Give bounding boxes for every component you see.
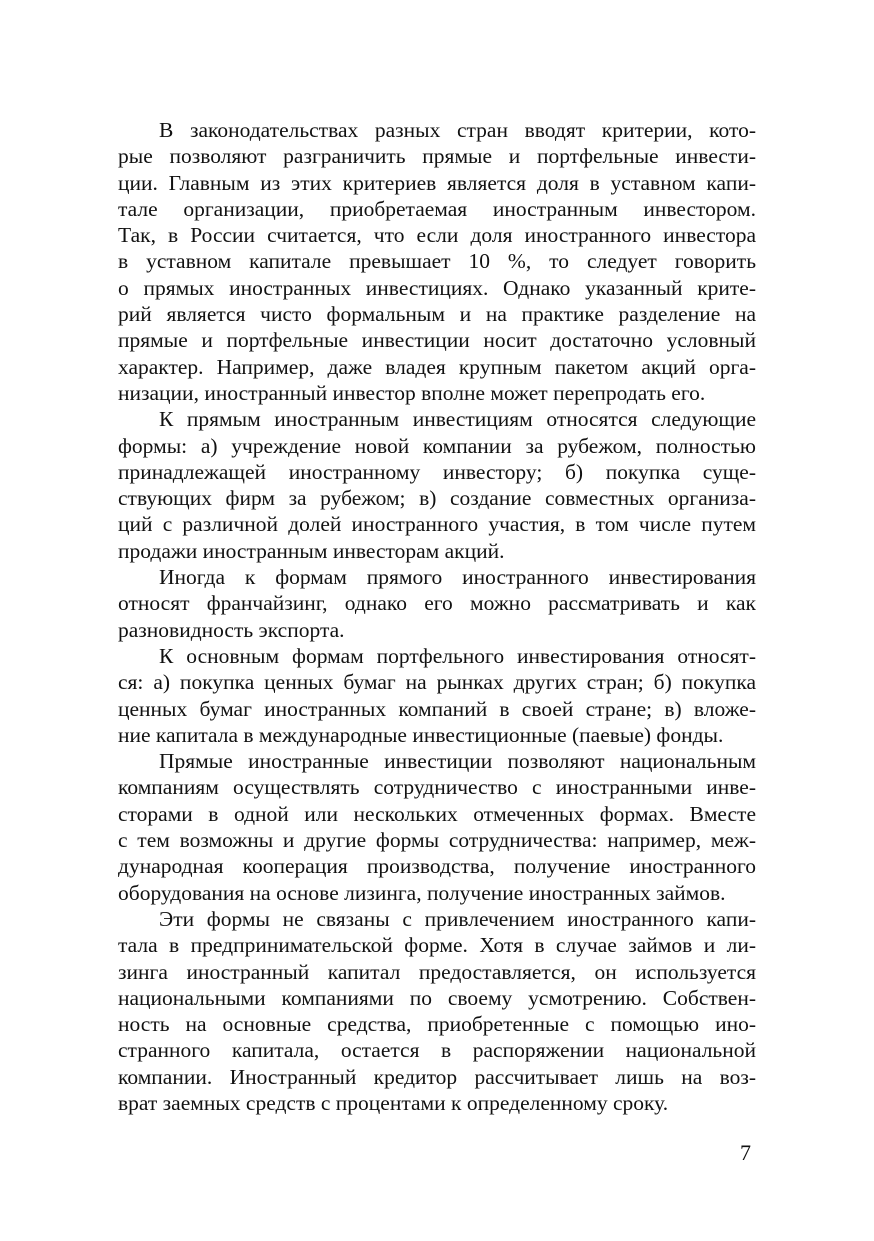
text-line: рий является чисто формальным и на практике разделение на: [118, 302, 756, 327]
text-line: ся: а) покупка ценных бумаг на рынках других стран; б) покупка: [118, 670, 756, 695]
text-line: ции. Главным из этих критериев является доля в уставном капи-: [118, 170, 756, 195]
text-line: К прямым иностранным инвестициям относятся следующие: [159, 407, 756, 432]
page-body: [118, 117, 756, 1116]
text-line: К основным формам портфельного инвестирования относят-: [159, 643, 756, 668]
text-line: зинга иностранный капитал предоставляется, он используется: [118, 959, 756, 984]
text-line: В законодательствах разных стран вводят критерии, кото-: [159, 118, 756, 142]
paragraph-franchising: [118, 564, 756, 643]
text-line: ценных бумаг иностранных компаний в своей стране; в) вложе-: [118, 696, 756, 721]
text-line: ность на основные средства, приобретенные с помощью ино-: [118, 1012, 756, 1037]
paragraph-loans-and-leasing: [118, 906, 756, 1116]
text-line: сторами в одной или нескольких отмеченных формах. Вместе: [118, 801, 756, 826]
text-line: продажи иностранным инвесторам акций.: [118, 538, 505, 563]
text-line: ций с различной долей иностранного участия, в том числе путем: [118, 512, 756, 537]
paragraph-direct-investment-forms: [118, 406, 756, 564]
text-line: с тем возможны и другие формы сотрудничества: например, меж-: [118, 828, 756, 853]
paragraph-cooperation-forms: [118, 748, 756, 906]
text-line: ствующих фирм за рубежом; в) создание совместных организа-: [118, 486, 756, 511]
text-line: дународная кооперация производства, получение иностранного: [118, 854, 756, 879]
text-line: низации, иностранный инвестор вполне может перепродать его.: [118, 380, 706, 405]
text-line: Прямые иностранные инвестиции позволяют национальным: [159, 749, 756, 774]
text-line: прямые и портфельные инвестиции носит достаточно условный: [118, 328, 756, 353]
page-number: 7: [740, 1140, 751, 1165]
text-line: принадлежащей иностранному инвестору; б) покупка суще-: [118, 459, 756, 484]
text-line: рые позволяют разграничить прямые и портфельные инвести-: [118, 144, 756, 169]
text-line: относят франчайзинг, однако его можно рассматривать и как: [118, 591, 756, 616]
text-line: компании. Иностранный кредитор рассчитывает лишь на воз-: [118, 1064, 756, 1089]
text-line: ние капитала в международные инвестиционные (паевые) фонды.: [118, 722, 724, 747]
text-line: Так, в России считается, что если доля иностранного инвестора: [118, 223, 756, 248]
paragraph-portfolio-investment-forms: [118, 643, 756, 748]
text-line: врат заемных средств с процентами к определенному сроку.: [118, 1090, 669, 1115]
text-line: характер. Например, даже владея крупным пакетом акций орга-: [118, 354, 756, 379]
text-line: странного капитала, остается в распоряжении национальной: [118, 1038, 756, 1063]
text-line: Иногда к формам прямого иностранного инвестирования: [159, 565, 756, 590]
text-line: Эти формы не связаны с привлечением иностранного капи-: [159, 906, 756, 931]
text-line: о прямых иностранных инвестициях. Однако указанный крите-: [118, 275, 756, 300]
text-line: компаниям осуществлять сотрудничество с иностранными инве-: [118, 775, 756, 800]
text-line: разновидность экспорта.: [118, 617, 345, 642]
paragraph-legislative-criteria: [118, 117, 756, 406]
text-line: национальными компаниями по своему усмотрению. Собствен-: [118, 985, 756, 1010]
text-line: тала в предпринимательской форме. Хотя в случае займов и ли-: [118, 933, 756, 958]
text-line: в уставном капитале превышает 10 %, то следует говорить: [118, 249, 756, 274]
text-line: оборудования на основе лизинга, получение иностранных займов.: [118, 880, 726, 905]
text-line: тале организации, приобретаемая иностранным инвестором.: [118, 196, 756, 221]
text-line: формы: а) учреждение новой компании за рубежом, полностью: [118, 433, 756, 458]
